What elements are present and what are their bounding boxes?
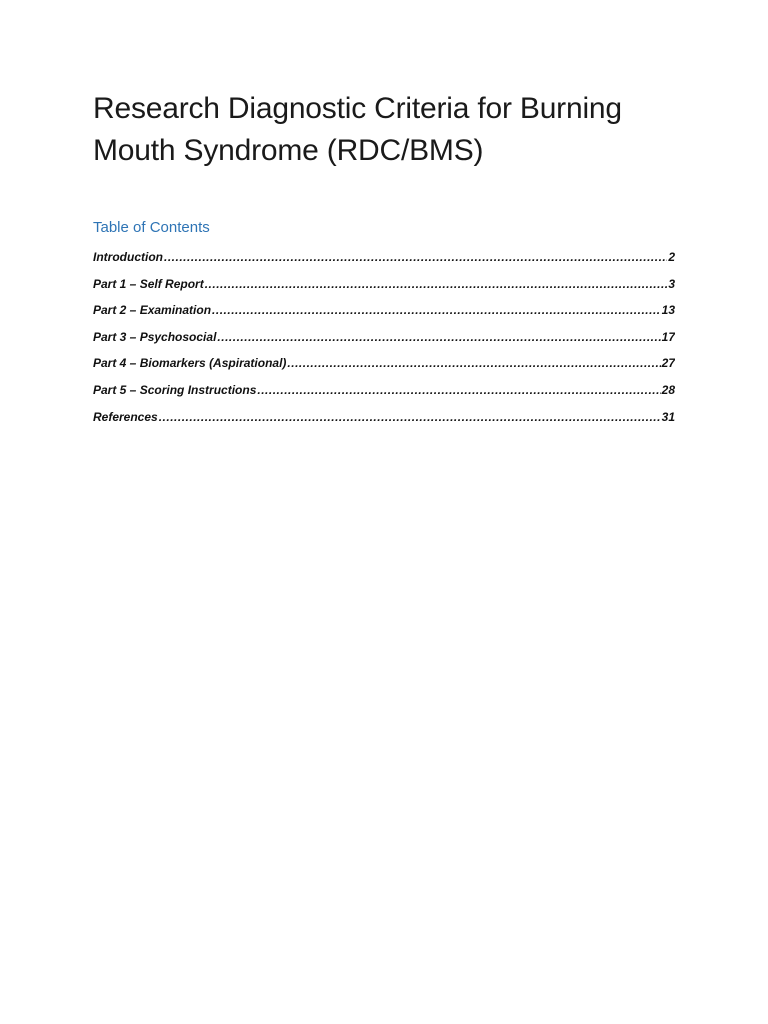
toc-entry-page: 27 — [661, 356, 675, 371]
toc-dot-leader — [217, 330, 660, 344]
toc-entry-label: References — [93, 409, 158, 424]
toc-entry-label: Introduction — [93, 250, 163, 264]
toc-entry-label: Part 5 – Scoring Instructions — [93, 382, 257, 397]
toc-entry-label: Part 3 – Psychosocial — [93, 329, 217, 344]
toc-entry-label: Part 4 – Biomarkers (Aspirational) — [93, 356, 287, 371]
table-of-contents — [93, 250, 675, 436]
toc-dot-leader — [287, 356, 660, 370]
toc-entry-part-4[interactable] — [93, 356, 675, 383]
toc-entry-introduction[interactable] — [93, 250, 675, 277]
toc-dot-leader — [159, 410, 661, 424]
toc-dot-leader — [205, 277, 668, 291]
toc-entry-page: 17 — [661, 329, 675, 344]
toc-heading: Table of Contents — [93, 219, 210, 236]
toc-dot-leader — [257, 383, 660, 397]
document-title: Research Diagnostic Criteria for Burning Mouth Syndrome (RDC/BMS) — [93, 92, 622, 167]
toc-dot-leader — [212, 303, 661, 317]
toc-entry-part-3[interactable] — [93, 330, 675, 357]
toc-entry-page: 3 — [668, 276, 675, 291]
toc-entry-part-1[interactable] — [93, 277, 675, 304]
toc-entry-label: Part 2 – Examination — [93, 303, 212, 318]
toc-dot-leader — [164, 250, 667, 264]
toc-entry-part-2[interactable] — [93, 303, 675, 330]
toc-entry-page: 13 — [661, 303, 675, 318]
toc-entry-page: 31 — [661, 409, 675, 424]
toc-entry-label: Part 1 – Self Report — [93, 276, 204, 291]
toc-entry-part-5[interactable] — [93, 383, 675, 410]
toc-entry-references[interactable] — [93, 410, 675, 437]
toc-entry-page: 2 — [668, 250, 675, 264]
toc-entry-page: 28 — [661, 382, 675, 397]
